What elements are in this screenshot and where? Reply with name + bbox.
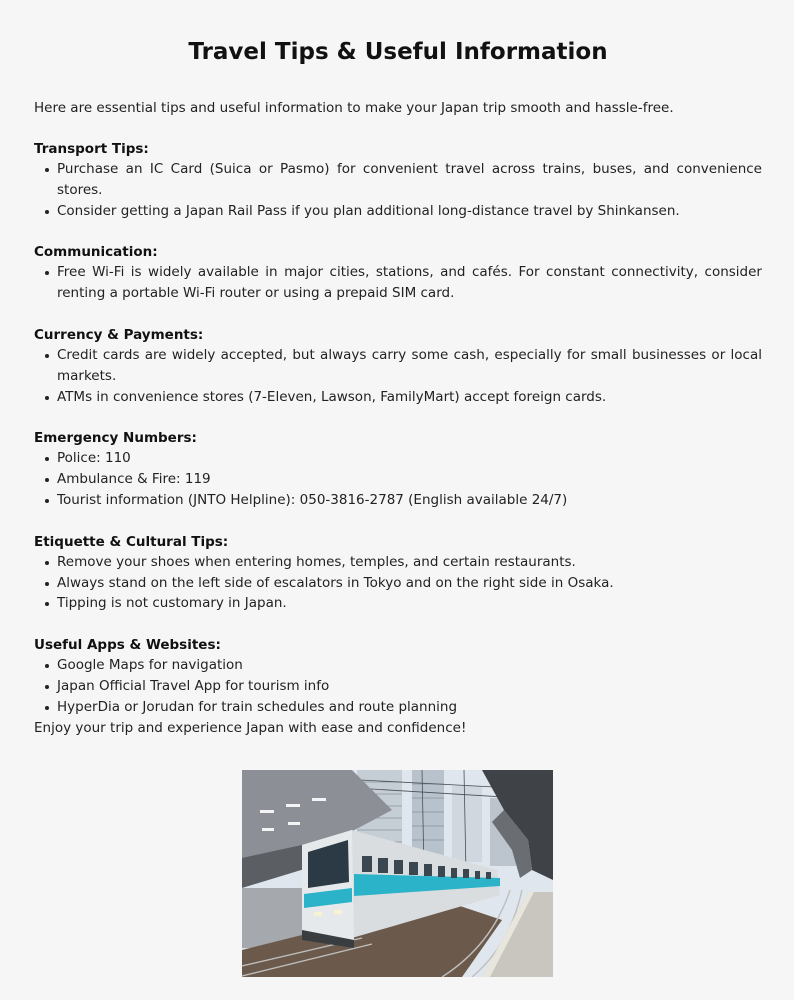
bullet-list: [34, 552, 762, 614]
list-item: Purchase an IC Card (Suica or Pasmo) for convenient travel across trains, buses, and convenience stores.: [57, 159, 762, 201]
section-heading: Transport Tips:: [34, 141, 149, 157]
list-item: Tourist information (JNTO Helpline): 050-3816-2787 (English available 24/7): [57, 490, 762, 511]
list-item: Always stand on the left side of escalators in Tokyo and on the right side in Osaka.: [57, 573, 762, 594]
section-useful-apps-websites: [34, 635, 762, 738]
train-photo-svg: [242, 770, 553, 977]
list-item: Ambulance & Fire: 119: [57, 469, 762, 490]
section-transport-tips: [34, 139, 762, 221]
bullet-list: [34, 262, 762, 304]
photo-train-headlight: [314, 912, 322, 916]
bullet-list: [34, 655, 762, 717]
bullet-list: [34, 345, 762, 407]
section-heading: Currency & Payments:: [34, 326, 204, 343]
bullet-list: [34, 448, 762, 510]
list-item: Free Wi-Fi is widely available in major cities, stations, and cafés. For constant connectivity, consider renting a portable Wi-Fi router or using a prepaid SIM card.: [57, 262, 762, 304]
train-platform-photo: [242, 770, 553, 977]
list-item: Credit cards are widely accepted, but always carry some cash, especially for small businesses or local markets.: [57, 345, 762, 387]
list-item: Remove your shoes when entering homes, temples, and certain restaurants.: [57, 552, 762, 573]
list-item: Google Maps for navigation: [57, 655, 762, 676]
section-heading: Useful Apps & Websites:: [34, 637, 221, 654]
section-heading: Emergency Numbers:: [34, 430, 197, 447]
section-etiquette-cultural-tips: [34, 532, 762, 614]
closing-text: Enjoy your trip and experience Japan with ease and confidence!: [34, 719, 467, 736]
section-currency-payments: [34, 325, 762, 407]
list-item: ATMs in convenience stores (7-Eleven, Lawson, FamilyMart) accept foreign cards.: [57, 387, 762, 408]
section-emergency-numbers: [34, 428, 762, 510]
list-item: Police: 110: [57, 448, 762, 469]
bullet-list: [34, 159, 762, 221]
section-heading: Communication:: [34, 244, 158, 261]
list-item: Tipping is not customary in Japan.: [57, 593, 762, 614]
photo-train-headlight: [334, 910, 342, 914]
section-heading: Etiquette & Cultural Tips:: [34, 533, 229, 550]
list-item: HyperDia or Jorudan for train schedules and route planning: [57, 697, 762, 718]
list-item: Japan Official Travel App for tourism info: [57, 676, 762, 697]
photo-building: [452, 786, 482, 862]
intro-text: Here are essential tips and useful information to make your Japan trip smooth and hassle-free.: [34, 100, 674, 116]
list-item: Consider getting a Japan Rail Pass if you plan additional long-distance travel by Shinkansen.: [57, 201, 762, 222]
page-title: Travel Tips & Useful Information: [188, 39, 608, 65]
section-communication: [34, 242, 762, 304]
